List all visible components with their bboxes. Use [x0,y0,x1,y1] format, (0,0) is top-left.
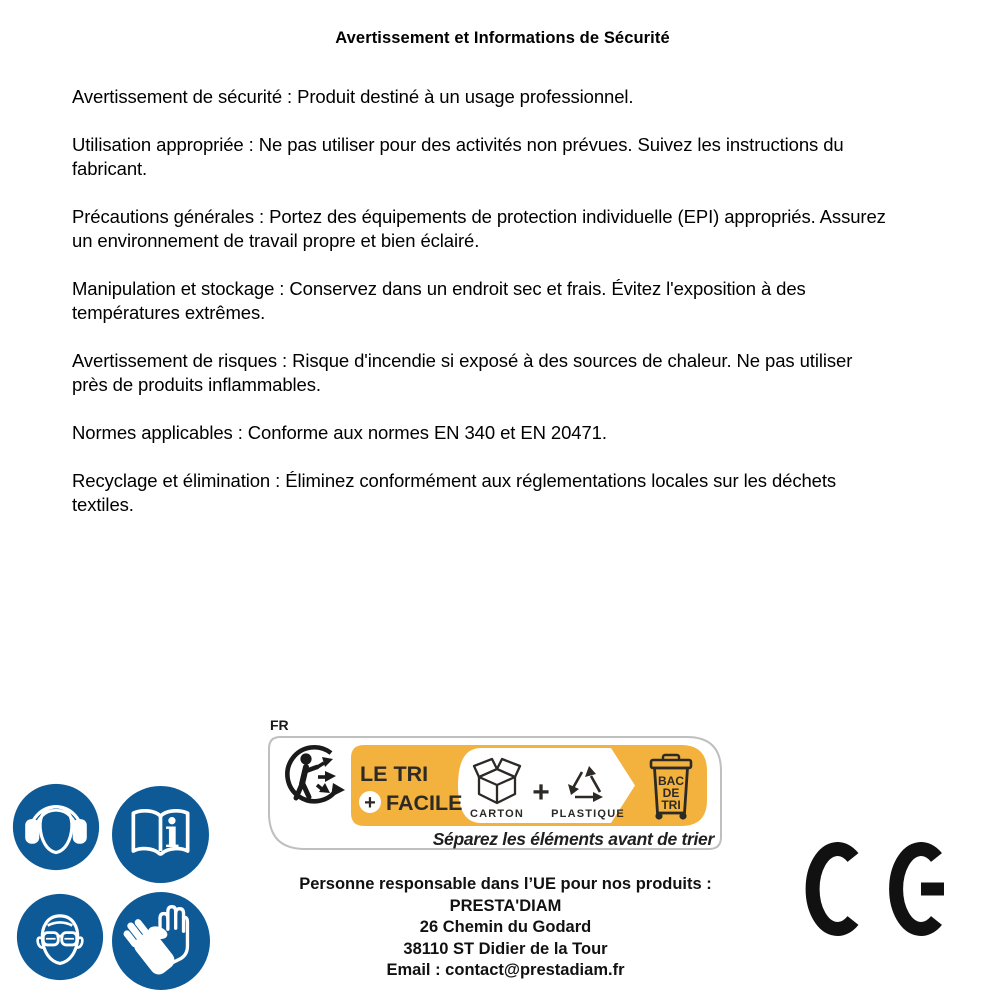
safety-text [72,85,977,541]
paragraph-line: Précautions générales : Portez des équipements de protection individuelle (EPI) appropriés. Assurez [72,206,886,227]
paragraph-line: Recyclage et élimination : Éliminez conformément aux réglementations locales sur les déchets [72,470,837,491]
paragraph-line: près de produits inflammables. [72,374,321,395]
facile-label: FACILE [386,791,463,815]
paragraph-line: températures extrêmes. [72,302,266,323]
safety-paragraph [72,85,977,109]
bin-label-line: TRI [661,798,681,812]
plus-sign: + [364,792,376,814]
document-title: Avertissement et Informations de Sécurité [335,29,670,47]
plus-separator: + [532,776,550,809]
safety-paragraph [72,349,977,397]
responsible-person-block [253,874,758,982]
safety-paragraph [72,205,977,253]
sorting-bin-icon [651,755,691,820]
safety-paragraph [72,277,977,325]
safety-paragraph [72,469,977,517]
paragraph-line: Manipulation et stockage : Conservez dans un endroit sec et frais. Évitez l'exposition à des [72,278,806,299]
ear-protection-icon [12,783,100,871]
sorting-tagline: Séparez les éléments avant de trier [432,829,714,849]
paragraph-line: Utilisation appropriée : Ne pas utiliser pour des activités non prévues. Suivez les instructions du [72,134,844,155]
email-line: Email : contact@prestadiam.fr [386,961,625,979]
eye-protection-icon [16,893,104,981]
bin-label-line: BAC [658,774,684,788]
paragraph-line: Normes applicables : Conforme aux normes EN 340 et EN 20471. [72,422,607,443]
ce-marking-icon [799,842,951,937]
address-line: 26 Chemin du Godard [419,918,592,936]
company-name: PRESTA'DIAM [449,896,562,915]
read-manual-icon [112,786,209,883]
paragraph-line: fabricant. [72,158,148,179]
safety-paragraph [72,133,977,181]
paragraph-line: Avertissement de sécurité : Produit destiné à un usage professionnel. [72,86,634,107]
paragraph-line: textiles. [72,494,134,515]
info-glyph: i [164,812,180,858]
country-code-label: FR [270,717,289,733]
bin-label-line: DE [662,786,680,800]
responsible-line: Personne responsable dans l’UE pour nos produits : [299,875,712,893]
recycling-banner [268,717,724,850]
carton-label: CARTON [469,808,525,820]
address-line: 38110 ST Didier de la Tour [403,939,608,958]
paragraph-line: Avertissement de risques : Risque d'incendie si exposé à des sources de chaleur. Ne pas utiliser [72,350,853,371]
sorting-info-banner [268,736,722,850]
protective-gloves-icon [112,892,210,990]
le-tri-label: LE TRI [360,762,429,786]
plastique-label: PLASTIQUE [551,808,625,820]
safety-paragraph [72,421,977,445]
paragraph-line: un environnement de travail propre et bien éclairé. [72,230,480,251]
